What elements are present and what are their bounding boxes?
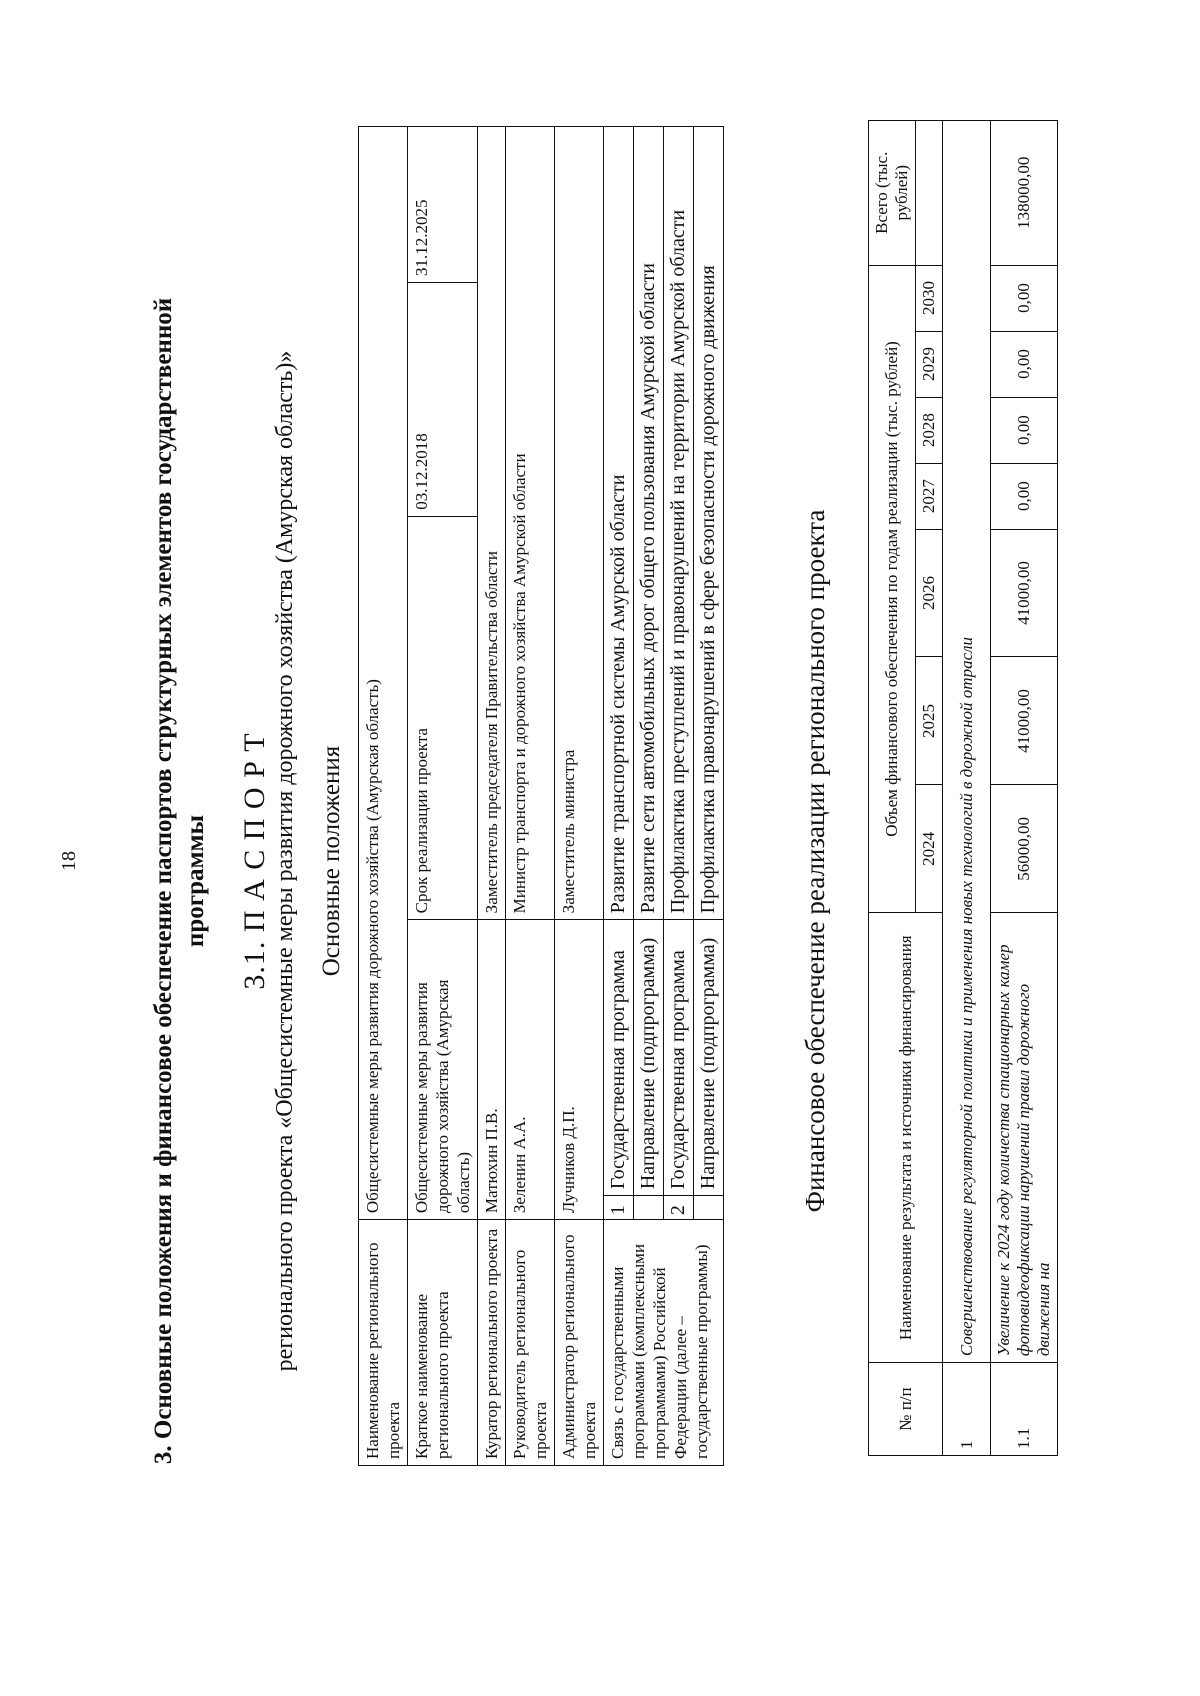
direction-2-value: Профилактика правонарушений в сфере безопасности дорожного движения [694, 127, 724, 920]
program-1-num-cont [634, 1196, 664, 1220]
cell-curator-name: Матюхин П.В. [478, 920, 506, 1220]
cell-admin-name: Лучников Д.П. [555, 920, 604, 1220]
cell-term-end: 31.12.2025 [408, 127, 478, 283]
program-2-num-cont [694, 1196, 724, 1220]
row-name: Увеличение к 2024 году количества стационарных камер фотовидеофиксации нарушений правил дорожного движения на [991, 913, 1058, 1363]
cell-term-label: Срок реализации проекта [408, 516, 478, 920]
section-title: 3. Основные положения и финансовое обеспечение паспортов структурных элементов государственной программы [150, 297, 209, 1465]
header-year: 2030 [916, 265, 943, 331]
program-1-num: 1 [604, 1196, 634, 1220]
header-num: № п/п [869, 1363, 943, 1456]
passport-heading: 3.1. П А С П О Р Т [238, 732, 271, 990]
header-year: 2028 [916, 397, 943, 463]
table-row [943, 121, 991, 1456]
header-year: 2029 [916, 331, 943, 397]
direction-2-label: Направление (подпрограмма) [694, 920, 724, 1196]
direction-1-label: Направление (подпрограмма) [634, 920, 664, 1196]
header-year: 2026 [916, 529, 943, 657]
table-header-row [869, 121, 916, 1456]
cell-curator-label: Куратор регионального проекта [478, 1220, 506, 1466]
program-2-value: Профилактика преступлений и правонарушений на территории Амурской области [664, 127, 694, 920]
row-value: 41000,00 [991, 529, 1058, 657]
row-value: 41000,00 [991, 657, 1058, 785]
cell-head-label: Руководитель регионального проекта [506, 1220, 555, 1466]
table-row [506, 127, 555, 1466]
cell-admin-label: Администратор регионального проекта [555, 1220, 604, 1466]
row-value: 56000,00 [991, 785, 1058, 913]
cell-curator-position: Заместитель председателя Правительства области [478, 127, 506, 920]
header-years: Объем финансового обеспечения по годам реализации (тыс. рублей) [869, 265, 916, 913]
row-total: 138000,00 [991, 121, 1058, 266]
table-row [359, 127, 408, 1466]
header-total-blank [916, 121, 943, 266]
passport-subtitle: регионального проекта «Общесистемные меры развития дорожного хозяйства (Амурская область)» [272, 350, 298, 1372]
table-row [478, 127, 506, 1466]
row-value: 0,00 [991, 463, 1058, 529]
cell-link-label: Связь с государственными программами (комплексными программами) Российской Федерации (далее – государственные программы) [604, 1220, 724, 1466]
header-year: 2025 [916, 657, 943, 785]
header-year: 2027 [916, 463, 943, 529]
section-num: 1 [943, 1363, 991, 1456]
header-year: 2024 [916, 785, 943, 913]
program-1-label: Государственная программа [604, 920, 634, 1196]
page-number: 18 [58, 851, 80, 871]
finance-heading: Финансовое обеспечение реализации регионального проекта [800, 509, 830, 1213]
program-2-label: Государственная программа [664, 920, 694, 1196]
cell-short-name-label: Краткое наименование регионального проекта [408, 1220, 478, 1466]
program-1-value: Развитие транспортной системы Амурской области [604, 127, 634, 920]
provisions-table [358, 126, 724, 1466]
cell-short-name-value: Общесистемные меры развития дорожного хозяйства (Амурская область) [408, 920, 478, 1220]
table-row [555, 127, 604, 1466]
section-text: Совершенствование регуляторной политики и применения новых технологий в дорожной отрасли [943, 121, 991, 1363]
table-row [991, 121, 1058, 1456]
cell-head-position: Министр транспорта и дорожного хозяйства Амурской области [506, 127, 555, 920]
cell-term-start: 03.12.2018 [408, 282, 478, 516]
cell-admin-position: Заместитель министра [555, 127, 604, 920]
cell-name-value: Общесистемные меры развития дорожного хозяйства (Амурская область) [359, 127, 408, 1220]
row-value: 0,00 [991, 331, 1058, 397]
header-total: Всего (тыс. рублей) [869, 121, 916, 266]
direction-1-value: Развитие сети автомобильных дорог общего пользования Амурской области [634, 127, 664, 920]
row-num: 1.1 [991, 1363, 1058, 1456]
program-2-num: 2 [664, 1196, 694, 1220]
cell-name-label: Наименование регионального проекта [359, 1220, 408, 1466]
main-provisions-heading: Основные положения [318, 745, 345, 977]
finance-table [868, 120, 1058, 1456]
row-value: 0,00 [991, 265, 1058, 331]
table-row [604, 127, 634, 1466]
row-value: 0,00 [991, 397, 1058, 463]
header-name: Наименование результата и источники финансирования [869, 913, 943, 1363]
table-row [408, 127, 478, 1466]
cell-head-name: Зеленин А.А. [506, 920, 555, 1220]
